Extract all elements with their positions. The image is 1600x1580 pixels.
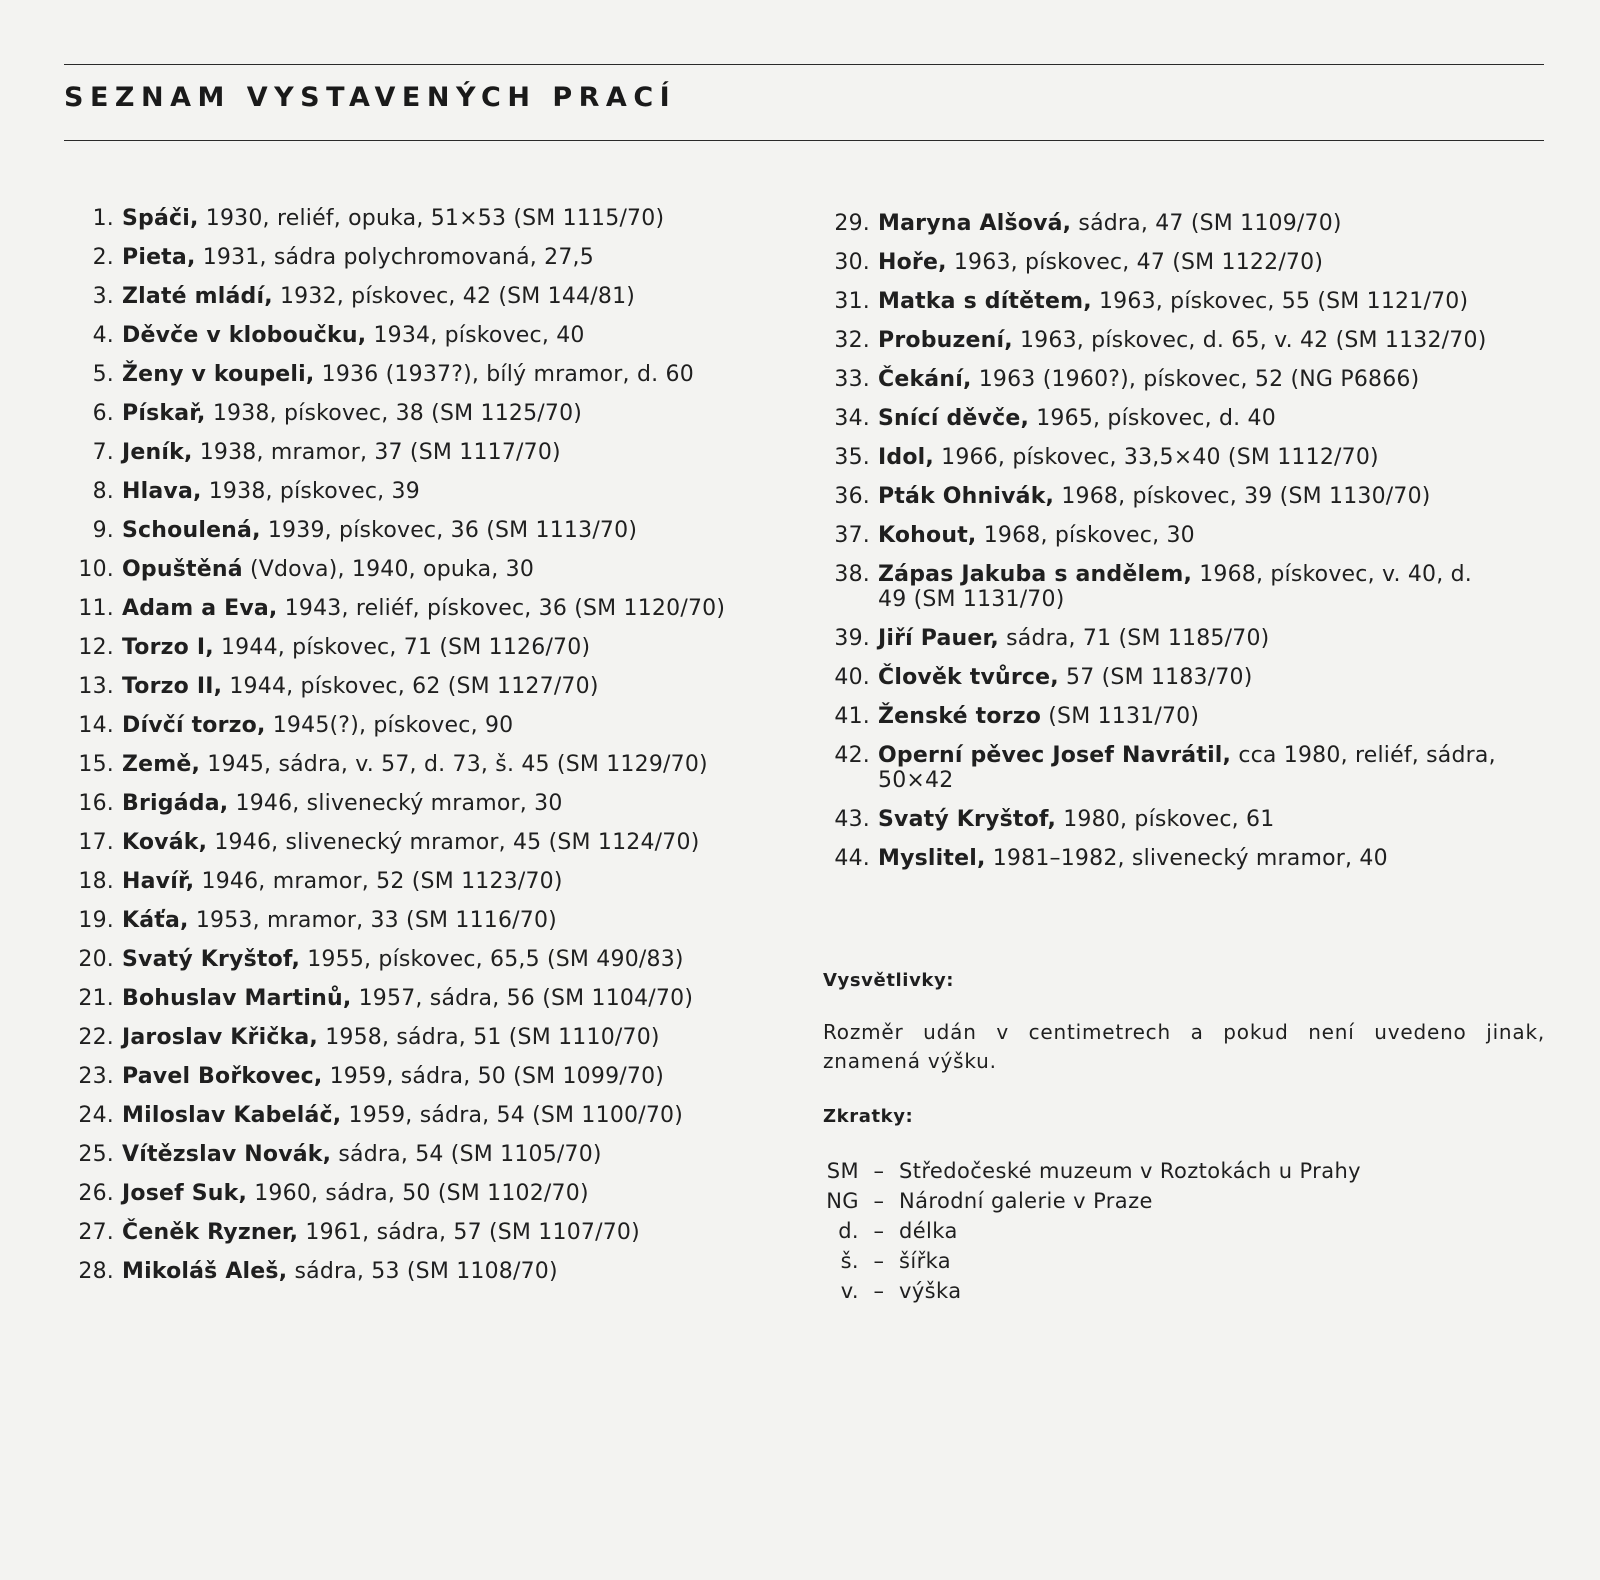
work-details: 1980, pískovec, 61 (1056, 807, 1275, 832)
work-title: Ženské torzo (878, 704, 1042, 729)
work-item (816, 250, 1506, 275)
work-number: 38. (834, 562, 870, 587)
work-number: 25. (78, 1142, 114, 1167)
work-title: Kohout, (878, 523, 977, 548)
abbreviations-heading: Zkratky: (823, 1106, 914, 1127)
work-text (878, 367, 1506, 392)
work-number: 40. (834, 665, 870, 690)
work-number: 35. (834, 445, 870, 470)
work-text (878, 807, 1506, 832)
work-item (816, 484, 1506, 509)
work-number: 26. (78, 1181, 114, 1206)
work-text (122, 1064, 760, 1089)
work-number: 36. (834, 484, 870, 509)
work-title: Pavel Bořkovec, (122, 1064, 323, 1089)
work-text (122, 206, 760, 231)
work-title: Operní pěvec Josef Navrátil, (878, 743, 1232, 768)
work-number: 34. (834, 406, 870, 431)
work-item (60, 869, 760, 894)
work-text (122, 440, 760, 465)
work-number: 18. (78, 869, 114, 894)
work-title: Maryna Alšová, (878, 211, 1072, 236)
work-details: 1955, pískovec, 65,5 (SM 490/83) (300, 947, 684, 972)
work-title: Zlaté mládí, (122, 284, 273, 309)
work-text (122, 986, 760, 1011)
work-item (60, 830, 760, 855)
work-title: Probuzení, (878, 328, 1013, 353)
explanations-text: Rozměr udán v centimetrech a pokud není uvedeno jinak, znamená výšku. (823, 1020, 1545, 1073)
work-details: 1944, pískovec, 71 (SM 1126/70) (213, 635, 591, 660)
work-title: Čeněk Ryzner, (122, 1220, 299, 1245)
work-number: 2. (92, 245, 114, 270)
work-number: 32. (834, 328, 870, 353)
work-number: 12. (78, 635, 114, 660)
work-title: Havíř, (122, 869, 195, 894)
work-text (878, 562, 1506, 612)
work-title: Pieta, (122, 245, 196, 270)
work-number: 5. (92, 362, 114, 387)
work-number: 8. (92, 479, 114, 504)
work-title: Děvče v kloboučku, (122, 323, 367, 348)
work-details: 1957, sádra, 56 (SM 1104/70) (351, 986, 694, 1011)
work-text (122, 323, 760, 348)
work-number: 4. (92, 323, 114, 348)
work-item (60, 440, 760, 465)
work-item (60, 713, 760, 738)
work-title: Schoulená, (122, 518, 261, 543)
work-title: Země, (122, 752, 201, 777)
work-details: 1943, reliéf, pískovec, 36 (SM 1120/70) (277, 596, 726, 621)
work-text (878, 250, 1506, 275)
work-text (122, 674, 760, 699)
work-title: Spáči, (122, 206, 199, 231)
work-title: Kovák, (122, 830, 208, 855)
abbreviation-meaning: délka (899, 1219, 958, 1243)
work-item (816, 406, 1506, 431)
work-number: 10. (78, 557, 114, 582)
work-text (878, 704, 1506, 729)
work-title: Hoře, (878, 250, 947, 275)
work-item (60, 206, 760, 231)
work-details: 1931, sádra polychromovaná, 27,5 (195, 245, 594, 270)
work-text (122, 830, 760, 855)
work-title: Torzo I, (122, 635, 214, 660)
work-details: 1965, pískovec, d. 40 (1029, 406, 1276, 431)
work-item (60, 635, 760, 660)
work-number: 39. (834, 626, 870, 651)
work-item (816, 743, 1506, 793)
work-title: Snící děvče, (878, 406, 1030, 431)
work-item (60, 908, 760, 933)
work-item (60, 791, 760, 816)
abbreviation-dash: – (873, 1159, 885, 1183)
work-details: 1963 (1960?), pískovec, 52 (NG P6866) (971, 367, 1420, 392)
abbreviation-key: NG (826, 1189, 859, 1213)
abbreviation-key: SM (826, 1159, 859, 1183)
work-item (60, 323, 760, 348)
work-title: Myslitel, (878, 846, 986, 871)
work-details: 1958, sádra, 51 (SM 1110/70) (318, 1025, 660, 1050)
work-title: Pták Ohnivák, (878, 484, 1055, 509)
abbreviation-key: d. (838, 1219, 859, 1243)
work-title: Torzo II, (122, 674, 223, 699)
work-details: 1968, pískovec, v. 40, d. 49 (SM 1131/70) (878, 562, 1472, 612)
works-list-left (60, 206, 760, 1298)
page-title: SEZNAM VYSTAVENÝCH PRACÍ (64, 82, 677, 113)
work-text (878, 445, 1506, 470)
top-rule (64, 64, 1544, 65)
work-title: Jaroslav Křička, (122, 1025, 318, 1050)
work-title: Člověk tvůrce, (878, 665, 1059, 690)
work-number: 3. (92, 284, 114, 309)
work-title: Matka s dítětem, (878, 289, 1092, 314)
work-details: 1953, mramor, 33 (SM 1116/70) (188, 908, 557, 933)
work-title: Káťa, (122, 908, 189, 933)
work-item (60, 557, 760, 582)
work-title: Josef Suk, (122, 1181, 248, 1206)
work-number: 24. (78, 1103, 114, 1128)
work-details: 1945(?), pískovec, 90 (265, 713, 514, 738)
work-details: 1963, pískovec, 47 (SM 1122/70) (946, 250, 1324, 275)
work-details: 1938, mramor, 37 (SM 1117/70) (192, 440, 561, 465)
work-number: 19. (78, 908, 114, 933)
work-title: Bohuslav Martinů, (122, 986, 352, 1011)
work-item (60, 1259, 760, 1284)
work-number: 22. (78, 1025, 114, 1050)
work-details: 1968, pískovec, 39 (SM 1130/70) (1054, 484, 1431, 509)
work-item (816, 704, 1506, 729)
work-details: 1960, sádra, 50 (SM 1102/70) (247, 1181, 589, 1206)
abbreviation-dash: – (873, 1189, 885, 1213)
work-item (816, 665, 1506, 690)
work-details: 1961, sádra, 57 (SM 1107/70) (298, 1220, 640, 1245)
work-details: 1959, sádra, 54 (SM 1100/70) (341, 1103, 684, 1128)
work-text (122, 245, 760, 270)
work-text (122, 947, 760, 972)
work-number: 20. (78, 947, 114, 972)
abbreviation-meaning: Středočeské muzeum v Roztokách u Prahy (899, 1159, 1362, 1183)
work-text (122, 596, 760, 621)
work-number: 33. (834, 367, 870, 392)
work-text (122, 1103, 760, 1128)
work-item (816, 445, 1506, 470)
work-details: 1963, pískovec, 55 (SM 1121/70) (1091, 289, 1469, 314)
work-title: Zápas Jakuba s andělem, (878, 562, 1192, 587)
work-details: sádra, 71 (SM 1185/70) (998, 626, 1270, 651)
work-text (122, 1025, 760, 1050)
work-title: Pískař, (122, 401, 206, 426)
work-number: 43. (834, 807, 870, 832)
abbreviation-meaning: Národní galerie v Praze (899, 1189, 1153, 1213)
work-text (878, 484, 1506, 509)
work-text (878, 626, 1506, 651)
work-text (122, 713, 760, 738)
work-item (60, 1181, 760, 1206)
abbreviation-key: š. (840, 1249, 859, 1273)
work-details: sádra, 47 (SM 1109/70) (1071, 211, 1342, 236)
work-number: 16. (78, 791, 114, 816)
work-text (122, 401, 760, 426)
work-number: 11. (78, 596, 114, 621)
work-number: 42. (834, 743, 870, 768)
work-title: Brigáda, (122, 791, 229, 816)
work-title: Miloslav Kabeláč, (122, 1103, 342, 1128)
work-number: 21. (78, 986, 114, 1011)
work-number: 44. (834, 846, 870, 871)
work-number: 41. (834, 704, 870, 729)
work-item (60, 752, 760, 777)
work-text (878, 328, 1506, 353)
work-number: 6. (92, 401, 114, 426)
abbreviation-meaning: šířka (899, 1249, 952, 1273)
work-number: 15. (78, 752, 114, 777)
work-item (60, 986, 760, 1011)
work-details: 1968, pískovec, 30 (976, 523, 1195, 548)
work-details: 1932, pískovec, 42 (SM 144/81) (272, 284, 636, 309)
abbreviation-row (823, 1276, 1361, 1306)
abbreviation-row (823, 1246, 1361, 1276)
work-item (816, 367, 1506, 392)
work-details: 1930, reliéf, opuka, 51×53 (SM 1115/70) (198, 206, 665, 231)
work-title: Dívčí torzo, (122, 713, 266, 738)
work-details: 1944, pískovec, 62 (SM 1127/70) (222, 674, 599, 699)
work-text (122, 908, 760, 933)
work-item (60, 947, 760, 972)
work-text (878, 665, 1506, 690)
work-details: 1936 (1937?), bílý mramor, d. 60 (314, 362, 694, 387)
work-item (816, 328, 1506, 353)
work-item (60, 518, 760, 543)
work-number: 27. (78, 1220, 114, 1245)
work-item (816, 211, 1506, 236)
work-details: 1966, pískovec, 33,5×40 (SM 1112/70) (933, 445, 1379, 470)
work-title: Jiří Pauer, (878, 626, 999, 651)
work-number: 29. (834, 211, 870, 236)
work-details: 1963, pískovec, d. 65, v. 42 (SM 1132/70) (1012, 328, 1487, 353)
work-number: 28. (78, 1259, 114, 1284)
work-title: Adam a Eva, (122, 596, 278, 621)
work-item (816, 807, 1506, 832)
work-text (122, 557, 760, 582)
abbreviation-row (823, 1156, 1361, 1186)
work-text (878, 523, 1506, 548)
work-item (816, 846, 1506, 871)
work-title: Mikoláš Aleš, (122, 1259, 288, 1284)
work-item (60, 596, 760, 621)
work-text (122, 362, 760, 387)
work-details: 1939, pískovec, 36 (SM 1113/70) (260, 518, 638, 543)
work-number: 37. (834, 523, 870, 548)
work-title: Jeník, (122, 440, 193, 465)
work-title: Opuštěná (122, 557, 243, 582)
work-title: Ženy v koupeli, (122, 362, 315, 387)
work-details: sádra, 53 (SM 1108/70) (287, 1259, 558, 1284)
abbreviation-dash: – (873, 1249, 885, 1273)
work-item (816, 562, 1506, 612)
work-text (122, 479, 760, 504)
work-number: 30. (834, 250, 870, 275)
work-title: Vítězslav Novák, (122, 1142, 332, 1167)
work-text (878, 211, 1506, 236)
work-details: 1981–1982, slivenecký mramor, 40 (985, 846, 1388, 871)
work-details: sádra, 54 (SM 1105/70) (331, 1142, 602, 1167)
abbreviation-row (823, 1216, 1361, 1246)
work-text (122, 518, 760, 543)
work-details: 1946, slivenecký mramor, 45 (SM 1124/70) (207, 830, 700, 855)
work-text (122, 1181, 760, 1206)
work-item (60, 401, 760, 426)
work-details: 1946, mramor, 52 (SM 1123/70) (194, 869, 563, 894)
work-item (60, 674, 760, 699)
work-item (816, 523, 1506, 548)
work-title: Svatý Kryštof, (122, 947, 301, 972)
abbreviation-row (823, 1186, 1361, 1216)
work-item (60, 479, 760, 504)
work-text (122, 635, 760, 660)
work-text (122, 791, 760, 816)
work-text (878, 743, 1506, 793)
abbreviation-dash: – (873, 1219, 885, 1243)
work-text (122, 1220, 760, 1245)
work-title: Hlava, (122, 479, 202, 504)
work-details: 1934, pískovec, 40 (366, 323, 585, 348)
explanations-heading: Vysvětlivky: (823, 970, 955, 991)
work-item (60, 1142, 760, 1167)
work-number: 7. (92, 440, 114, 465)
work-text (122, 752, 760, 777)
work-details: 1945, sádra, v. 57, d. 73, š. 45 (SM 1129/70) (200, 752, 708, 777)
work-number: 31. (834, 289, 870, 314)
abbreviations-list (823, 1156, 1361, 1306)
work-details: 1959, sádra, 50 (SM 1099/70) (322, 1064, 665, 1089)
work-number: 9. (92, 518, 114, 543)
work-details: (Vdova), 1940, opuka, 30 (242, 557, 535, 582)
work-text (878, 406, 1506, 431)
work-item (60, 245, 760, 270)
work-title: Idol, (878, 445, 934, 470)
work-details: 1938, pískovec, 38 (SM 1125/70) (205, 401, 583, 426)
work-text (122, 869, 760, 894)
work-item (60, 284, 760, 309)
work-number: 23. (78, 1064, 114, 1089)
work-text (878, 289, 1506, 314)
work-item (60, 1025, 760, 1050)
work-title: Čekání, (878, 367, 972, 392)
work-text (122, 284, 760, 309)
work-details: 1946, slivenecký mramor, 30 (228, 791, 563, 816)
works-list-right (816, 211, 1506, 885)
work-item (816, 626, 1506, 651)
work-details: (SM 1131/70) (1041, 704, 1200, 729)
work-details: 1938, pískovec, 39 (201, 479, 420, 504)
work-item (60, 1064, 760, 1089)
work-number: 14. (78, 713, 114, 738)
abbreviation-meaning: výška (899, 1279, 962, 1303)
work-text (122, 1259, 760, 1284)
work-text (122, 1142, 760, 1167)
work-number: 13. (78, 674, 114, 699)
work-number: 1. (92, 206, 114, 231)
abbreviation-key: v. (840, 1279, 859, 1303)
work-number: 17. (78, 830, 114, 855)
abbreviation-dash: – (873, 1279, 885, 1303)
work-title: Svatý Kryštof, (878, 807, 1057, 832)
work-item (816, 289, 1506, 314)
work-item (60, 362, 760, 387)
work-details: 57 (SM 1183/70) (1058, 665, 1253, 690)
work-item (60, 1103, 760, 1128)
work-details: cca 1980, reliéf, sádra, 50×42 (878, 743, 1496, 793)
work-text (878, 846, 1506, 871)
title-bottom-rule (64, 140, 1544, 141)
work-item (60, 1220, 760, 1245)
